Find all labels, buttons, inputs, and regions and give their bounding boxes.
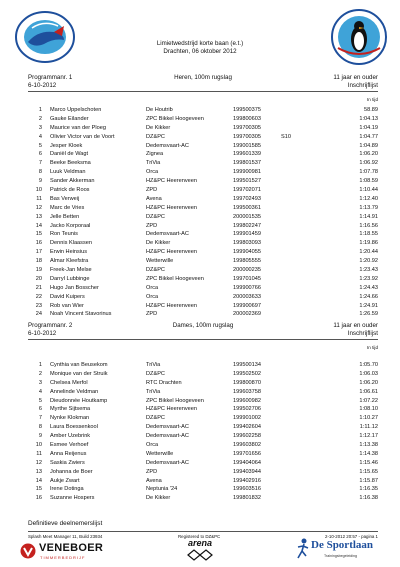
club-name: DZ&PC — [146, 213, 165, 220]
club-name: Avena — [146, 195, 162, 202]
table-row — [0, 115, 400, 124]
club-name: Dedemsvaart-AC — [146, 231, 189, 238]
program-1-entries — [0, 106, 400, 319]
competition-name: Limietwedstrijd korte baan (e.t.) — [156, 40, 244, 47]
table-row — [0, 388, 400, 397]
club-name: Orca — [146, 293, 159, 300]
table-row — [0, 432, 400, 441]
entry-time: 1:24.66 — [359, 293, 378, 300]
license-number: 199702493 — [233, 195, 261, 202]
entry-rank: 11 — [36, 450, 42, 457]
location-date: Drachten, 06 oktober 2012 — [163, 48, 237, 55]
swimmer-name: Suzanne Hospers — [50, 495, 95, 502]
entry-rank: 6 — [38, 151, 42, 158]
program-number: Programmanr. 2 — [28, 322, 73, 329]
club-name: HZ&PC Heerenveen — [146, 302, 197, 309]
entry-time: 1:12.40 — [359, 195, 378, 202]
entry-rank: 18 — [35, 258, 42, 265]
table-row — [0, 204, 400, 213]
club-name: Neptunia '24 — [146, 486, 178, 493]
entry-time: 1:06.20 — [359, 379, 378, 386]
entry-rank: 23 — [35, 302, 42, 309]
license-number: 200001535 — [233, 213, 261, 220]
license-number: 199500361 — [233, 204, 261, 211]
entry-rank: 13 — [35, 213, 42, 220]
page-footer — [28, 531, 378, 539]
license-number: 199801537 — [233, 160, 261, 167]
swimmer-name: Johanna de Boer — [50, 468, 93, 475]
club-name: Wetterwille — [146, 450, 174, 457]
document-title — [0, 40, 400, 56]
entry-rank: 17 — [35, 249, 42, 256]
entry-rank: 5 — [38, 397, 42, 404]
table-row — [0, 370, 400, 379]
table-row — [0, 230, 400, 239]
club-name: Orca — [146, 442, 159, 449]
table-row — [0, 397, 400, 406]
swimmer-name: Annelinde Veldman — [50, 388, 99, 395]
swimmer-name: Saskia Zwiers — [50, 459, 85, 466]
table-row — [0, 468, 400, 477]
print-info: 2-10-2012 20:57 - pagina 1 — [325, 534, 378, 539]
table-row — [0, 284, 400, 293]
swimmer-name: Marc de Vries — [50, 204, 85, 211]
swimmer-name: Monique van der Struik — [50, 370, 108, 377]
club-name: ZPD — [146, 187, 158, 194]
entry-rank: 21 — [35, 284, 42, 291]
entry-time: 1:24.43 — [359, 284, 378, 291]
swimmer-name: Bas Verweij — [50, 195, 80, 202]
license-number: 199803093 — [233, 240, 261, 247]
divider — [28, 91, 378, 92]
entry-rank: 20 — [35, 275, 42, 282]
license-number: 199700305 — [233, 133, 261, 140]
swimmer-name: David Kuipers — [50, 293, 85, 300]
swimmer-name: Patrick de Roos — [50, 187, 90, 194]
entry-time: 1:06.61 — [359, 388, 378, 395]
entry-rank: 7 — [38, 415, 42, 422]
program-event: Heren, 100m rugslag — [174, 74, 232, 81]
swimmer-name: Ron Teunis — [50, 231, 78, 238]
entry-rank: 14 — [35, 222, 42, 229]
club-name: HZ&PC Heerenveen — [146, 178, 197, 185]
entry-time: 1:10.27 — [359, 415, 378, 422]
entry-time: 1:04.19 — [359, 124, 378, 131]
license-number: 199900697 — [233, 302, 261, 309]
swimmer-name: Laura Boessenkool — [50, 424, 98, 431]
swimmer-name: Cynthia van Beusekom — [50, 362, 108, 368]
club-name: ZPD — [146, 222, 158, 229]
club-name: Orca — [146, 169, 159, 176]
entry-time: 1:08.10 — [359, 406, 378, 413]
license-number: 199602258 — [233, 433, 261, 440]
license-number: 199403944 — [233, 468, 261, 475]
program-age: 11 jaar en ouder — [333, 74, 378, 81]
entry-time: 1:16.38 — [359, 495, 378, 502]
entry-rank: 22 — [35, 293, 42, 300]
swimmer-name: Daniël de Wagt — [50, 151, 89, 158]
swimmer-name: Sander Akkerman — [50, 178, 95, 185]
entry-rank: 10 — [35, 442, 42, 449]
entry-rank: 9 — [38, 178, 42, 185]
entry-time: 1:06.03 — [359, 370, 378, 377]
program-number: Programmanr. 1 — [28, 74, 73, 81]
table-row — [0, 302, 400, 311]
sponsor-sportlaan: De Sportlaan Trainingsbegeleiding — [296, 536, 388, 564]
program-2-entries — [0, 361, 400, 503]
license-number: 200003633 — [233, 293, 261, 300]
entry-rank: 19 — [35, 267, 42, 274]
club-name: ZPD — [146, 468, 158, 475]
entry-rank: 10 — [35, 187, 42, 194]
runner-icon — [296, 538, 310, 560]
table-row — [0, 459, 400, 468]
license-number: 199904055 — [233, 249, 261, 256]
entry-time: 1:20.44 — [359, 249, 378, 256]
swimmer-name: Jesper Kloek — [50, 142, 83, 149]
entry-rank: 5 — [38, 142, 42, 149]
software-info: Splash Meet Manager 11, Build 23934 — [28, 534, 103, 539]
table-row — [0, 159, 400, 168]
definitive-list-label: Definitieve deelnemerslijst — [28, 520, 103, 527]
table-row — [0, 441, 400, 450]
club-name: Dedemsvaart-AC — [146, 424, 189, 431]
entry-time: 1:15.46 — [359, 459, 378, 466]
club-name: DZ&PC — [146, 133, 165, 140]
swimmer-name: Hugo Jan Bosscher — [50, 284, 99, 291]
entry-rank: 2 — [38, 115, 42, 122]
entry-time: 1:06.92 — [359, 160, 378, 167]
program-date: 6-10-2012 — [28, 330, 57, 337]
table-row — [0, 142, 400, 151]
entry-time: 1:04.89 — [359, 142, 378, 149]
table-row — [0, 133, 400, 142]
table-row — [0, 494, 400, 503]
table-row — [0, 266, 400, 275]
club-name: TriVia — [146, 362, 161, 368]
swimmer-name: Olivier Victor van de Voort — [50, 133, 115, 140]
entry-time-header: In tijd — [367, 345, 378, 350]
entry-rank: 16 — [35, 240, 42, 247]
class-code: S10 — [281, 133, 291, 140]
entry-time: 1:18.55 — [359, 231, 378, 238]
swimmer-name: Anna Reijenus — [50, 450, 87, 457]
registration-info: Registered to DZ&PC — [178, 534, 221, 539]
entry-rank: 8 — [38, 169, 42, 176]
program-date: 6-10-2012 — [28, 82, 57, 89]
license-number: 199802247 — [233, 222, 261, 229]
table-row — [0, 310, 400, 319]
swimmer-name: Beeke Beeksma — [50, 160, 91, 167]
club-name: HZ&PC Heerenveen — [146, 406, 197, 413]
license-number: 199502706 — [233, 406, 261, 413]
swimmer-name: Dieudonnée Houtkamp — [50, 397, 108, 404]
entry-time-header: In tijd — [367, 97, 378, 102]
entry-time: 1:04.77 — [359, 133, 378, 140]
club-logo-right — [330, 8, 388, 66]
club-name: De Kikker — [146, 495, 171, 502]
license-number: 199800870 — [233, 379, 261, 386]
entry-time: 1:12.17 — [359, 433, 378, 440]
entry-rank: 11 — [36, 195, 42, 202]
license-number: 199500134 — [233, 362, 261, 368]
club-name: RTC Drachten — [146, 379, 182, 386]
swimmer-name: Amber Uzebrink — [50, 433, 91, 440]
license-number: 199701045 — [233, 275, 261, 282]
veneboer-logo-icon — [20, 543, 36, 559]
license-number: 199500375 — [233, 107, 261, 113]
entry-time: 1:14.38 — [359, 450, 378, 457]
club-name: DZ&PC — [146, 370, 165, 377]
club-name: ZPD — [146, 311, 158, 318]
swimmer-name: Myrthe Sijtsema — [50, 406, 91, 413]
swimmer-name: Erwin Heinsius — [50, 249, 87, 256]
license-number: 199001585 — [233, 142, 261, 149]
swimmer-name: Maurice van der Ploeg — [50, 124, 106, 131]
entry-rank: 16 — [35, 495, 42, 502]
table-row — [0, 150, 400, 159]
entry-rank: 6 — [38, 406, 42, 413]
club-name: HZ&PC Heerenveen — [146, 204, 197, 211]
license-number: 199901002 — [233, 415, 261, 422]
club-name: ZPC Bikkel Hoogeveen — [146, 115, 204, 122]
entry-rank: 2 — [38, 370, 42, 377]
entry-rank: 1 — [38, 362, 42, 368]
entry-time: 1:23.92 — [359, 275, 378, 282]
program-list-type: Inschrijflijst — [347, 82, 378, 89]
entry-time: 1:15.87 — [359, 477, 378, 484]
table-row — [0, 186, 400, 195]
license-number: 200002369 — [233, 311, 261, 318]
club-name: HZ&PC Heerenveen — [146, 249, 197, 256]
entry-time: 58.89 — [364, 107, 378, 113]
swimmer-name: Nynke Klokman — [50, 415, 90, 422]
swimmer-name: Jacko Korporaal — [50, 222, 91, 229]
table-row — [0, 293, 400, 302]
club-name: DZ&PC — [146, 267, 165, 274]
entry-time: 1:06.20 — [359, 151, 378, 158]
club-name: Dedemsvaart-AC — [146, 459, 189, 466]
club-name: De Houtrib — [146, 107, 173, 113]
swimmer-name: Chelsea Merfol — [50, 379, 88, 386]
swimmer-name: Freek-Jan Melse — [50, 267, 92, 274]
swimmer-name: Dennis Klaassen — [50, 240, 92, 247]
swimmer-name: Almar Kleefstra — [50, 258, 89, 265]
table-row — [0, 195, 400, 204]
sponsor-veneboer: VENEBOER TIMMERBEDRIJF — [20, 540, 112, 564]
table-row — [0, 248, 400, 257]
swimmer-name: Aukje Zwart — [50, 477, 80, 484]
club-name: De Kikker — [146, 124, 171, 131]
license-number: 199603802 — [233, 442, 261, 449]
club-name: Dedemsvaart-AC — [146, 142, 189, 149]
entry-rank: 15 — [35, 486, 42, 493]
license-number: 199702071 — [233, 187, 261, 194]
license-number: 199801832 — [233, 495, 261, 502]
license-number: 199700305 — [233, 124, 261, 131]
club-name: Wetterwille — [146, 258, 174, 265]
entry-time: 1:16.35 — [359, 486, 378, 493]
swimmer-name: Jelle Betten — [50, 213, 80, 220]
club-logo-left — [14, 8, 76, 66]
table-row — [0, 450, 400, 459]
entry-time: 1:11.12 — [359, 424, 378, 431]
entry-rank: 3 — [38, 124, 42, 131]
license-number: 199501527 — [233, 178, 261, 185]
table-row — [0, 361, 400, 370]
table-row — [0, 177, 400, 186]
swimmer-name: Irene Dotinga — [50, 486, 84, 493]
table-row — [0, 106, 400, 115]
license-number: 199404064 — [233, 459, 261, 466]
table-row — [0, 222, 400, 231]
license-number: 199701656 — [233, 450, 261, 457]
entry-rank: 14 — [35, 477, 42, 484]
license-number: 199901459 — [233, 231, 261, 238]
entry-time: 1:10.44 — [359, 187, 378, 194]
license-number: 199601339 — [233, 151, 261, 158]
license-number: 199603516 — [233, 486, 261, 493]
program-event: Dames, 100m rugslag — [172, 322, 234, 329]
entry-rank: 7 — [38, 160, 42, 167]
license-number: 199805555 — [233, 258, 261, 265]
club-name: TriVia — [146, 388, 161, 395]
table-row — [0, 213, 400, 222]
swimmer-name: Rob van Wier — [50, 302, 84, 309]
entry-rank: 9 — [38, 433, 42, 440]
table-row — [0, 124, 400, 133]
entry-rank: 12 — [35, 204, 42, 211]
license-number: 199900981 — [233, 169, 261, 176]
entry-time: 1:08.59 — [359, 178, 378, 185]
license-number: 200000235 — [233, 267, 261, 274]
entry-time: 1:19.86 — [359, 240, 378, 247]
table-row — [0, 414, 400, 423]
entry-rank: 15 — [35, 231, 42, 238]
entry-time: 1:26.59 — [359, 311, 378, 318]
club-name: Orca — [146, 284, 159, 291]
license-number: 199600982 — [233, 397, 261, 404]
entry-rank: 24 — [35, 311, 42, 318]
table-row — [0, 485, 400, 494]
entry-rank: 13 — [35, 468, 42, 475]
entry-rank: 12 — [35, 459, 42, 466]
entry-rank: 3 — [38, 379, 42, 386]
entry-time: 1:16.56 — [359, 222, 378, 229]
entry-time: 1:04.13 — [359, 115, 378, 122]
club-name: Dedemsvaart-AC — [146, 433, 189, 440]
entry-rank: 8 — [38, 424, 42, 431]
swimmer-name: Luuk Veldman — [50, 169, 86, 176]
entry-time: 1:13.38 — [359, 442, 378, 449]
entry-time: 1:23.43 — [359, 267, 378, 274]
table-row — [0, 405, 400, 414]
club-name: TriVia — [146, 160, 161, 167]
swimmer-name: Gauke Eilander — [50, 115, 89, 122]
table-row — [0, 257, 400, 266]
entry-rank: 1 — [38, 107, 42, 113]
table-row — [0, 423, 400, 432]
entry-time: 1:05.70 — [359, 362, 378, 368]
club-name: Zignea — [146, 151, 164, 158]
entry-time: 1:20.92 — [359, 258, 378, 265]
divider — [28, 339, 378, 340]
table-row — [0, 168, 400, 177]
sponsor-arena: arena — [180, 538, 220, 564]
club-name: ZPC Bikkel Hoogeveen — [146, 275, 204, 282]
club-name: De Kikker — [146, 240, 171, 247]
swimmer-name: Darryl Lubbinge — [50, 275, 90, 282]
club-name: Avena — [146, 477, 162, 484]
license-number: 199402604 — [233, 424, 261, 431]
license-number: 199603758 — [233, 388, 261, 395]
license-number: 199800603 — [233, 115, 261, 122]
program-list-type: Inschrijflijst — [347, 330, 378, 337]
entry-time: 1:24.91 — [359, 302, 378, 309]
table-row — [0, 477, 400, 486]
entry-time: 1:13.79 — [359, 204, 378, 211]
entry-time: 1:07.78 — [359, 169, 378, 176]
swimmer-name: Noah Vincent Stavorinus — [50, 311, 112, 318]
arena-diamond-icon — [186, 549, 214, 561]
entry-time: 1:15.65 — [359, 468, 378, 475]
swimmer-name: Marco Uppelschoten — [50, 107, 102, 113]
swimmer-name: Esmee Verhoef — [50, 442, 89, 449]
club-name: ZPC Bikkel Hoogeveen — [146, 397, 204, 404]
entry-time: 1:14.91 — [359, 213, 378, 220]
license-number: 199900766 — [233, 284, 261, 291]
entry-rank: 4 — [38, 388, 42, 395]
table-row — [0, 379, 400, 388]
entry-time: 1:07.22 — [359, 397, 378, 404]
license-number: 199402916 — [233, 477, 261, 484]
entry-rank: 4 — [38, 133, 42, 140]
program-age: 11 jaar en ouder — [333, 322, 378, 329]
license-number: 199502502 — [233, 370, 261, 377]
table-row — [0, 239, 400, 248]
club-name: DZ&PC — [146, 415, 165, 422]
table-row — [0, 275, 400, 284]
